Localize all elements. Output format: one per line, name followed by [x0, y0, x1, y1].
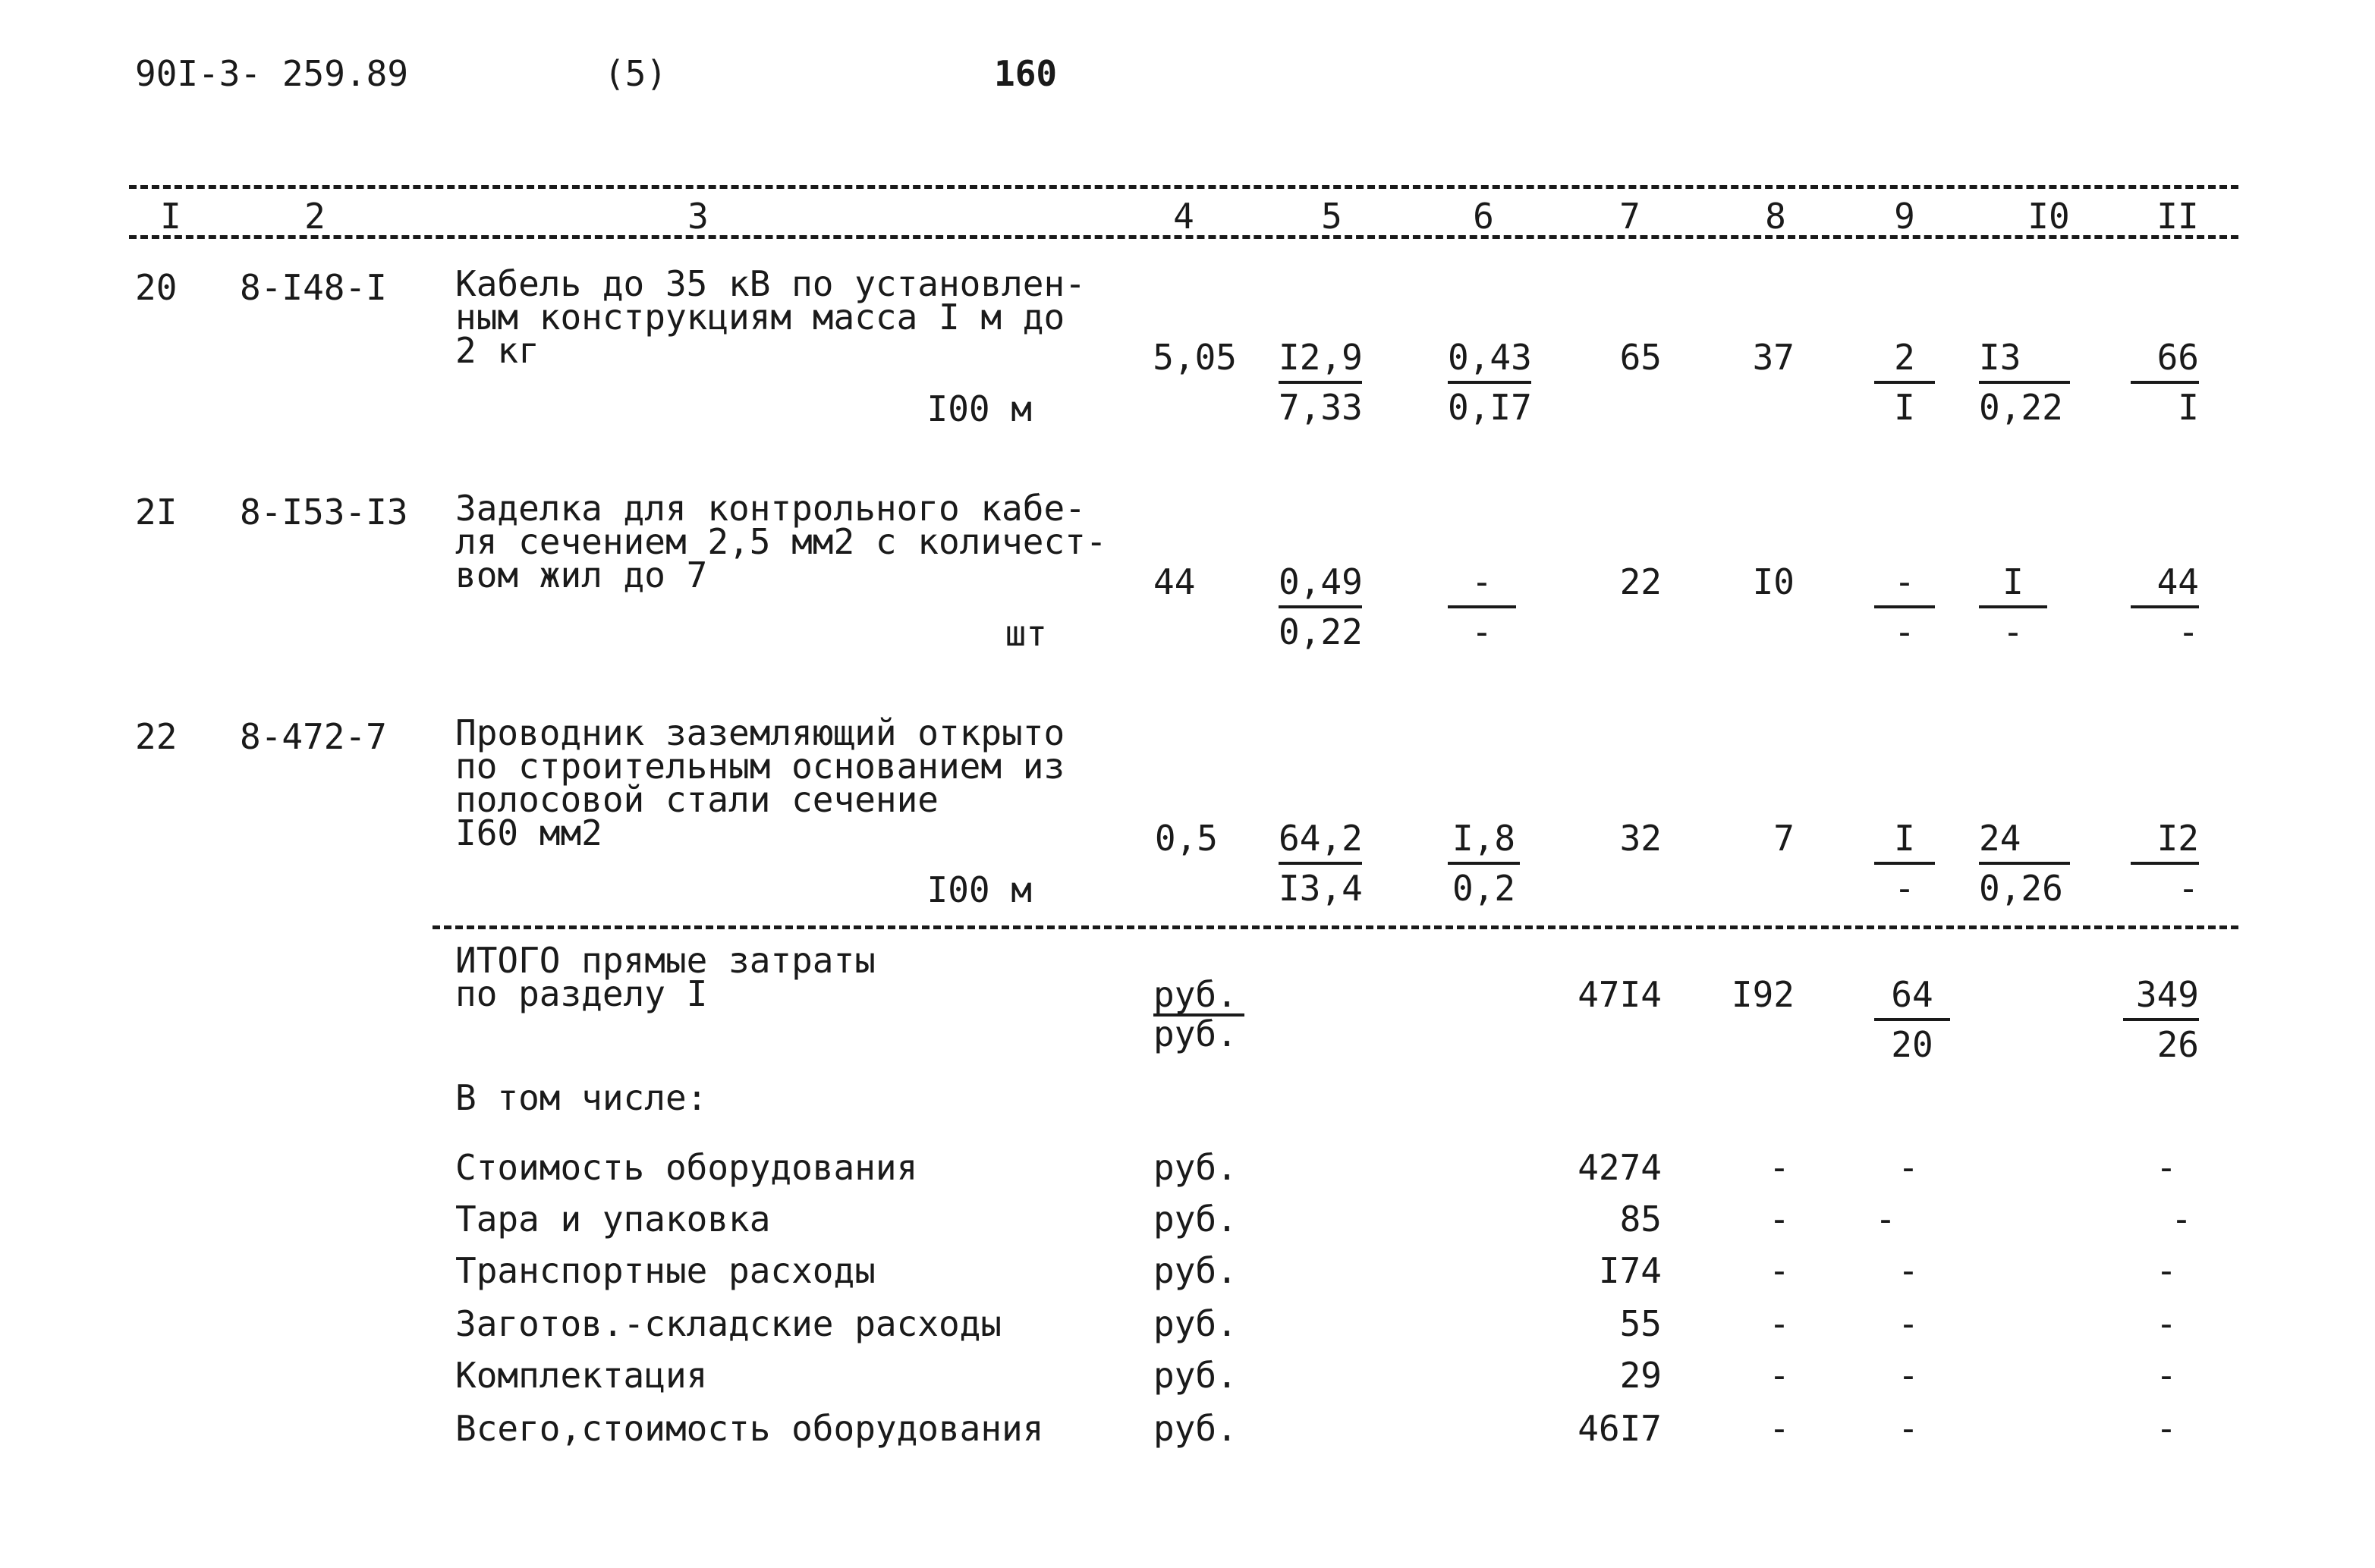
row-number: 2I: [135, 492, 178, 533]
breakdown-unit: руб.: [1153, 1250, 1238, 1291]
column-header-2: 2: [304, 196, 326, 237]
breakdown-col8: -: [1769, 1199, 1790, 1240]
breakdown-col8: -: [1769, 1408, 1790, 1449]
rate-code: 8-I48-I: [240, 267, 387, 308]
breakdown-col11: -: [2171, 1199, 2192, 1240]
machine-total-fraction: I -: [1874, 821, 1935, 906]
column-header-3: 3: [687, 196, 709, 237]
labor-total-fraction: 44 -: [2131, 564, 2199, 649]
breakdown-label: Транспортные расходы: [455, 1250, 876, 1291]
measure-unit: шт: [1005, 613, 1047, 654]
machine-cost-fraction: $\frac{I,8}{0,2}$: [1448, 821, 1520, 906]
breakdown-col8: -: [1769, 1250, 1790, 1291]
column-header-11: II: [2156, 196, 2199, 237]
total-cost: 65: [1619, 337, 1662, 378]
breakdown-col11: -: [2156, 1147, 2177, 1188]
total-labor-fraction: $\frac{349}{26}$: [2123, 977, 2199, 1062]
breakdown-unit: руб.: [1153, 1199, 1238, 1240]
column-header-9: 9: [1894, 196, 1915, 237]
breakdown-label: Всего,стоимость оборудования: [455, 1408, 1044, 1449]
breakdown-label: Комплектация: [455, 1355, 708, 1396]
breakdown-col8: -: [1769, 1355, 1790, 1396]
total-label: ИТОГО прямые затраты по разделу I: [455, 940, 876, 1014]
row-number: 22: [135, 716, 178, 757]
work-description: Заделка для контрольного кабе- ля сечением 2,5 мм2 с количест- вом жил до 7: [455, 488, 1107, 595]
total-wages: I92: [1731, 974, 1795, 1015]
header-top-rule: [129, 185, 2238, 189]
unit-cost-fraction: $\frac{0,49}{0,22}$: [1279, 561, 1363, 652]
column-header-1: I: [160, 196, 181, 237]
totals-rule: [433, 925, 2238, 929]
column-header-7: 7: [1619, 196, 1640, 237]
breakdown-label: Стоимость оборудования: [455, 1147, 918, 1188]
total-cost: 32: [1619, 818, 1662, 859]
breakdown-col9: -: [1898, 1147, 1919, 1188]
labor-total-fraction: I2 -: [2131, 821, 2199, 906]
labor-unit-fraction: $\frac{24}{0,26}$: [1979, 821, 2070, 906]
work-description: Проводник заземляющий открыто по строительным основанием из полосовой стали сечение I60 мм2: [455, 712, 1065, 853]
machine-total-fraction: - -: [1874, 564, 1935, 649]
breakdown-unit: руб.: [1153, 1147, 1238, 1188]
measure-unit: I00 м: [926, 869, 1032, 910]
breakdown-col11: -: [2156, 1303, 2177, 1344]
quantity: 5,05: [1153, 337, 1237, 378]
wages: 37: [1752, 337, 1795, 378]
sheet-number: (5): [604, 53, 668, 94]
labor-total-fraction: $\frac{66}{I}$: [2131, 340, 2199, 425]
machine-cost-fraction: $\frac{0,43}{0,I7}$: [1448, 337, 1532, 428]
machine-cost-fraction: - -: [1448, 564, 1516, 649]
wages: I0: [1752, 561, 1795, 602]
breakdown-cost: 4274: [1578, 1147, 1662, 1188]
rate-code: 8-472-7: [240, 716, 387, 757]
including-label: В том числе:: [455, 1077, 708, 1118]
breakdown-unit: руб.: [1153, 1355, 1238, 1396]
column-header-6: 6: [1473, 196, 1494, 237]
column-header-5: 5: [1321, 196, 1342, 237]
machine-total-fraction: $\frac{2}{I}$: [1874, 340, 1935, 425]
breakdown-unit: руб.: [1153, 1408, 1238, 1449]
breakdown-col11: -: [2156, 1250, 2177, 1291]
unit-cost-fraction: $\frac{64,2}{I3,4}$: [1279, 818, 1363, 909]
quantity: 0,5: [1154, 818, 1218, 859]
unit-cost-fraction: $\frac{I2,9}{7,33}$: [1279, 337, 1363, 428]
quantity: 44: [1153, 561, 1196, 602]
column-header-8: 8: [1765, 196, 1786, 237]
breakdown-cost: I74: [1598, 1250, 1662, 1291]
breakdown-cost: 85: [1619, 1199, 1662, 1240]
labor-unit-fraction: I -: [1979, 564, 2047, 649]
wages: 7: [1773, 818, 1795, 859]
total-cost: 47I4: [1578, 974, 1662, 1015]
labor-unit-fraction: $\frac{I3}{0,22}$: [1979, 340, 2070, 425]
breakdown-cost: 46I7: [1578, 1408, 1662, 1449]
breakdown-col9: -: [1898, 1303, 1919, 1344]
work-description: Кабель до 35 кВ по установлен- ным конструкциям масса I м до 2 кг: [455, 263, 1086, 371]
breakdown-col9: -: [1875, 1199, 1896, 1240]
breakdown-unit: руб.: [1153, 1303, 1238, 1344]
breakdown-col11: -: [2156, 1408, 2177, 1449]
document-code: 90I-3- 259.89: [135, 53, 409, 94]
page-number: 160: [994, 53, 1058, 94]
breakdown-col9: -: [1898, 1250, 1919, 1291]
breakdown-col8: -: [1769, 1303, 1790, 1344]
total-units: руб. руб.: [1153, 977, 1244, 1051]
breakdown-label: Тара и упаковка: [455, 1199, 771, 1240]
column-header-10: I0: [2027, 196, 2070, 237]
breakdown-col9: -: [1898, 1355, 1919, 1396]
column-header-4: 4: [1173, 196, 1194, 237]
breakdown-cost: 55: [1619, 1303, 1662, 1344]
total-machine-fraction: $\frac{64}{20}$: [1874, 977, 1950, 1062]
breakdown-col9: -: [1898, 1408, 1919, 1449]
breakdown-label: Заготов.-складские расходы: [455, 1303, 1002, 1344]
total-cost: 22: [1619, 561, 1662, 602]
row-number: 20: [135, 267, 178, 308]
breakdown-col8: -: [1769, 1147, 1790, 1188]
measure-unit: I00 м: [926, 388, 1032, 429]
breakdown-col11: -: [2156, 1355, 2177, 1396]
breakdown-cost: 29: [1619, 1355, 1662, 1396]
rate-code: 8-I53-I3: [240, 492, 408, 533]
